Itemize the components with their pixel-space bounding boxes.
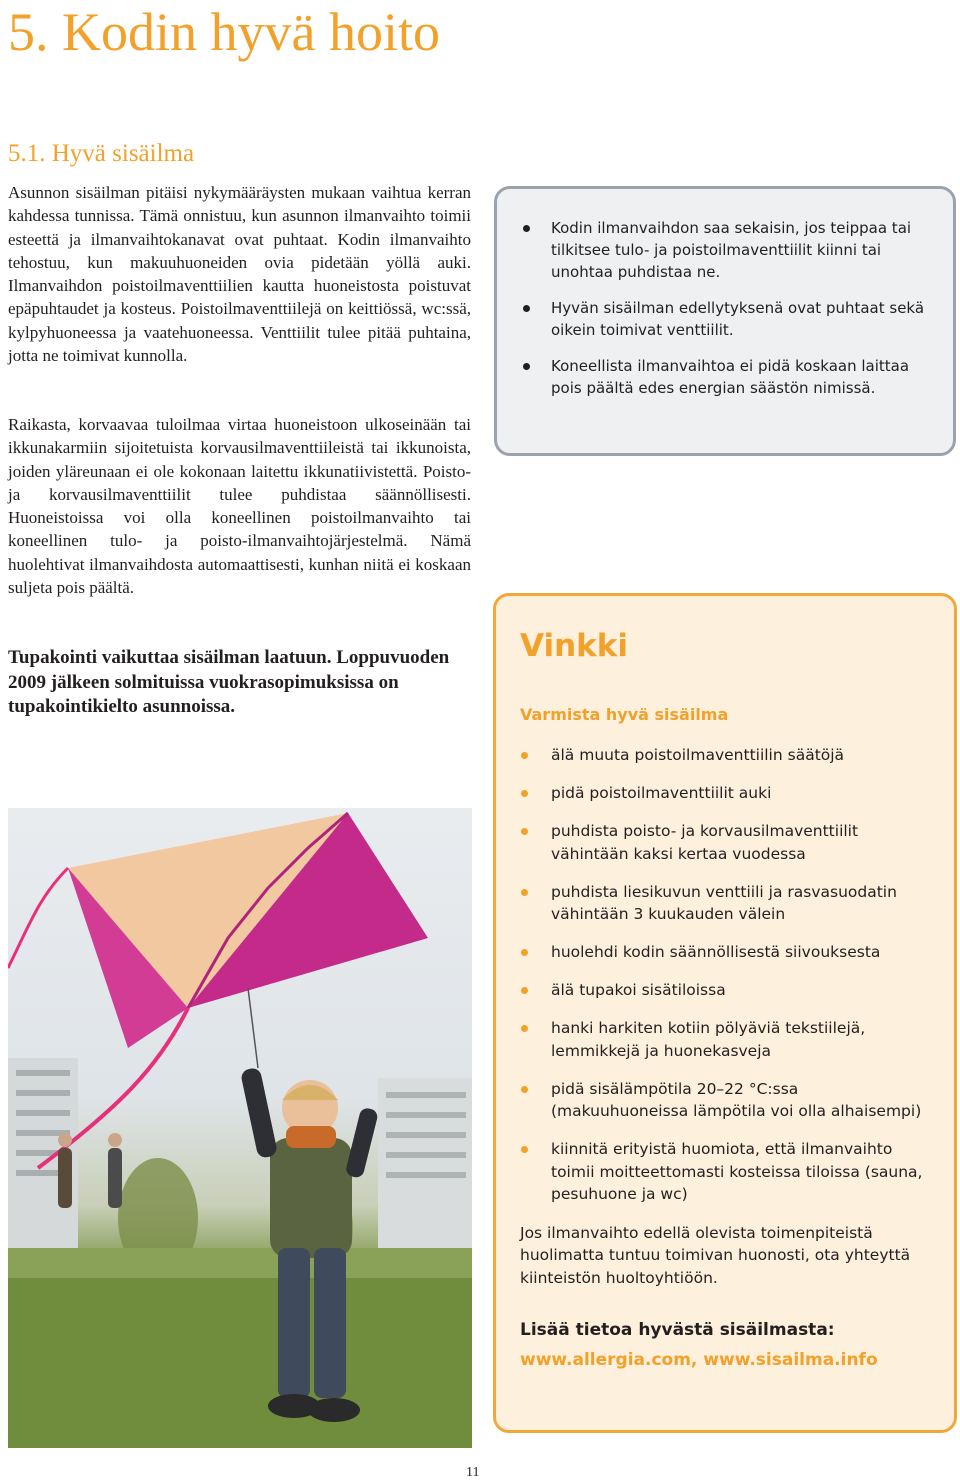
tip-box [493, 593, 957, 1433]
tip-item: hanki harkiten kotiin pölyäviä tekstiilejä, lemmikkejä ja huonekasveja [520, 1017, 940, 1062]
tip-subheading: Varmista hyvä sisäilma [520, 705, 729, 724]
info-item: Kodin ilmanvaihdon saa sekaisin, jos teippaa tai tilkitsee tulo- ja poistoilmaventtiilit kiinni tai unohtaa puhdistaa ne. [521, 217, 933, 283]
tip-heading: Vinkki [520, 628, 629, 664]
body-paragraph-ventilation: Asunnon sisäilman pitäisi nykymääräysten mukaan vaihtua kerran kahdessa tunnissa. Tämä onnistuu, kun asunnon ilmanvaihto toimii esteettä ja ilmanvaihtokanavat ovat puhtaat. Kodin ilmanvaihto tehostuu, kun makuuhuoneiden ovia pidetään yöllä auki. Ilmanvaihdon poistoilmaventtiilien kautta huoneistosta poistuvat epäpuhtaudet ja kosteus. Poistoilmaventtiilejä on keittiössä, wc:ssä, kylpyhuoneessa ja vaatehuoneessa. Venttiilit tulee pitää puhtaina, jotta ne toimivat kunnolla. [8, 183, 471, 366]
tip-item: pidä poistoilmaventtiilit auki [520, 782, 940, 804]
kite-photo [8, 808, 472, 1448]
tip-item: kiinnitä erityistä huomiota, että ilmanvaihto toimii moitteettomasti kosteissa tiloissa (sauna, pesuhuone ja wc) [520, 1138, 940, 1205]
info-item: Hyvän sisäilman edellytyksenä ovat puhtaat sekä oikein toimivat venttiilit. [521, 297, 933, 341]
more-info-links[interactable]: www.allergia.com, www.sisailma.info [520, 1350, 878, 1370]
tip-contact-text: Jos ilmanvaihto edellä olevista toimenpiteistä huolimatta tuntuu toimivan huonosti, ota yhteyttä kiinteistön huoltoyhtiöön. [520, 1224, 911, 1287]
tip-item: puhdista liesikuvun venttiili ja rasvasuodatin vähintään 3 kuukauden välein [520, 881, 940, 926]
info-list [497, 189, 953, 399]
tip-item: älä muuta poistoilmaventtiilin säätöjä [520, 744, 940, 766]
tip-item: puhdista poisto- ja korvausilmaventtiilit vähintään kaksi kertaa vuodessa [520, 820, 940, 865]
tip-item: älä tupakoi sisätiloissa [520, 979, 940, 1001]
info-item: Koneellista ilmanvaihtoa ei pidä koskaan laittaa pois päältä edes energian säästön nimissä. [521, 355, 933, 399]
tip-list [520, 744, 940, 1221]
chapter-title: 5. Kodin hyvä hoito [8, 2, 440, 62]
info-box [494, 186, 956, 456]
tip-item: pidä sisälämpötila 20–22 °C:ssa (makuuhuoneissa lämpötila voi olla alhaisempi) [520, 1078, 940, 1123]
body-paragraph-replacement-air: Raikasta, korvaavaa tuloilmaa virtaa huoneistoon ulkoseinään tai ikkunakarmiin sijoitetuista korvausilmaventtiileistä tai ikkunoista, joiden yläreunaan ei ole kokonaan laitettu ikkunatiivistettä. Poisto- ja korvausilmaventtiilit tulee puhdistaa säännöllisesti. Huoneistoissa voi olla koneellinen poistoilmanvaihto tai koneellinen tulo- ja poisto-ilmanvaihtojärjestelmä. Nämä huolehtivat ilmanvaihdosta automaattisesti, kunhan niitä ei koskaan suljeta pois päältä. [8, 415, 471, 598]
tip-item: huolehdi kodin säännöllisestä siivouksesta [520, 941, 940, 963]
section-title: 5.1. Hyvä sisäilma [8, 140, 195, 167]
more-info-label: Lisää tietoa hyvästä sisäilmasta: [520, 1320, 835, 1340]
page-number: 11 [466, 1465, 480, 1480]
smoking-notice: Tupakointi vaikuttaa sisäilman laatuun. Loppuvuoden 2009 jälkeen solmituissa vuokrasopimuksissa on tupakointikielto asunnoissa. [8, 647, 450, 717]
